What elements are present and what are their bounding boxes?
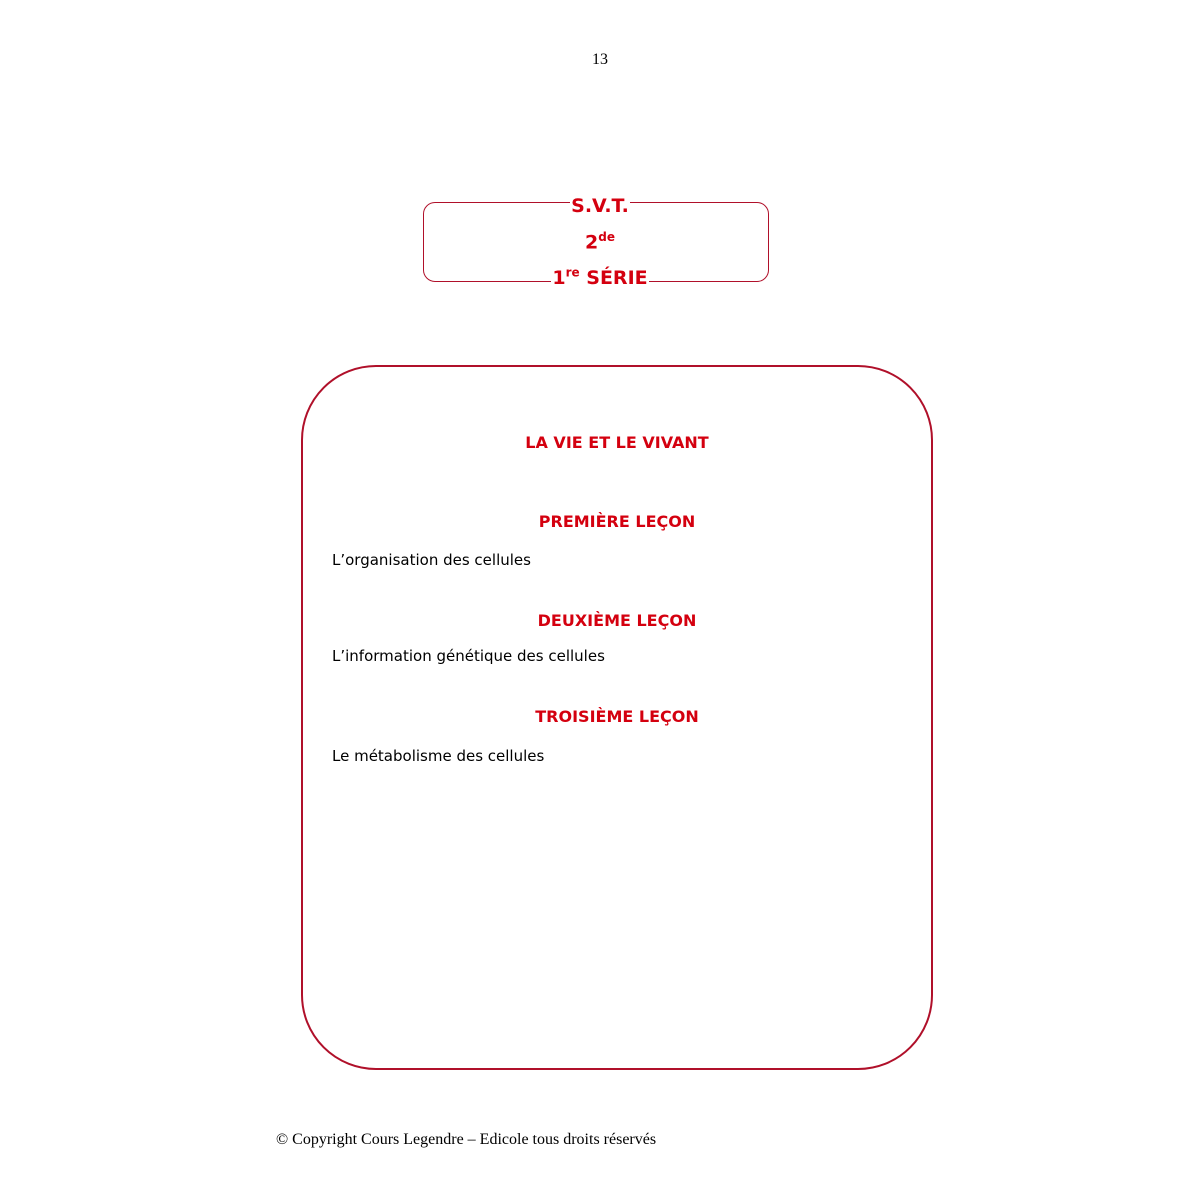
page-number: 13 — [592, 51, 608, 68]
series-label: SÉRIE — [579, 267, 648, 290]
lesson-heading: DEUXIÈME LEÇON — [537, 611, 697, 630]
section-title: LA VIE ET LE VIVANT — [525, 433, 709, 452]
subject-title — [0, 195, 1200, 217]
series-sup: re — [565, 266, 580, 280]
series-number: 1 — [552, 267, 566, 290]
lesson-topic: L’information génétique des cellules — [332, 647, 605, 665]
level-text: 2 — [585, 231, 599, 254]
copyright-footer: © Copyright Cours Legendre – Edicole tous droits réservés — [276, 1131, 657, 1148]
series-title — [0, 266, 1200, 289]
lesson-heading: PREMIÈRE LEÇON — [538, 512, 696, 531]
level-title — [0, 230, 1200, 253]
level-sup: de — [598, 230, 615, 244]
lesson-topic: Le métabolisme des cellules — [332, 747, 545, 765]
lesson-heading: TROISIÈME LEÇON — [535, 707, 699, 726]
lesson-topic: L’organisation des cellules — [332, 551, 531, 569]
subject-text: S.V.T. — [571, 195, 629, 217]
